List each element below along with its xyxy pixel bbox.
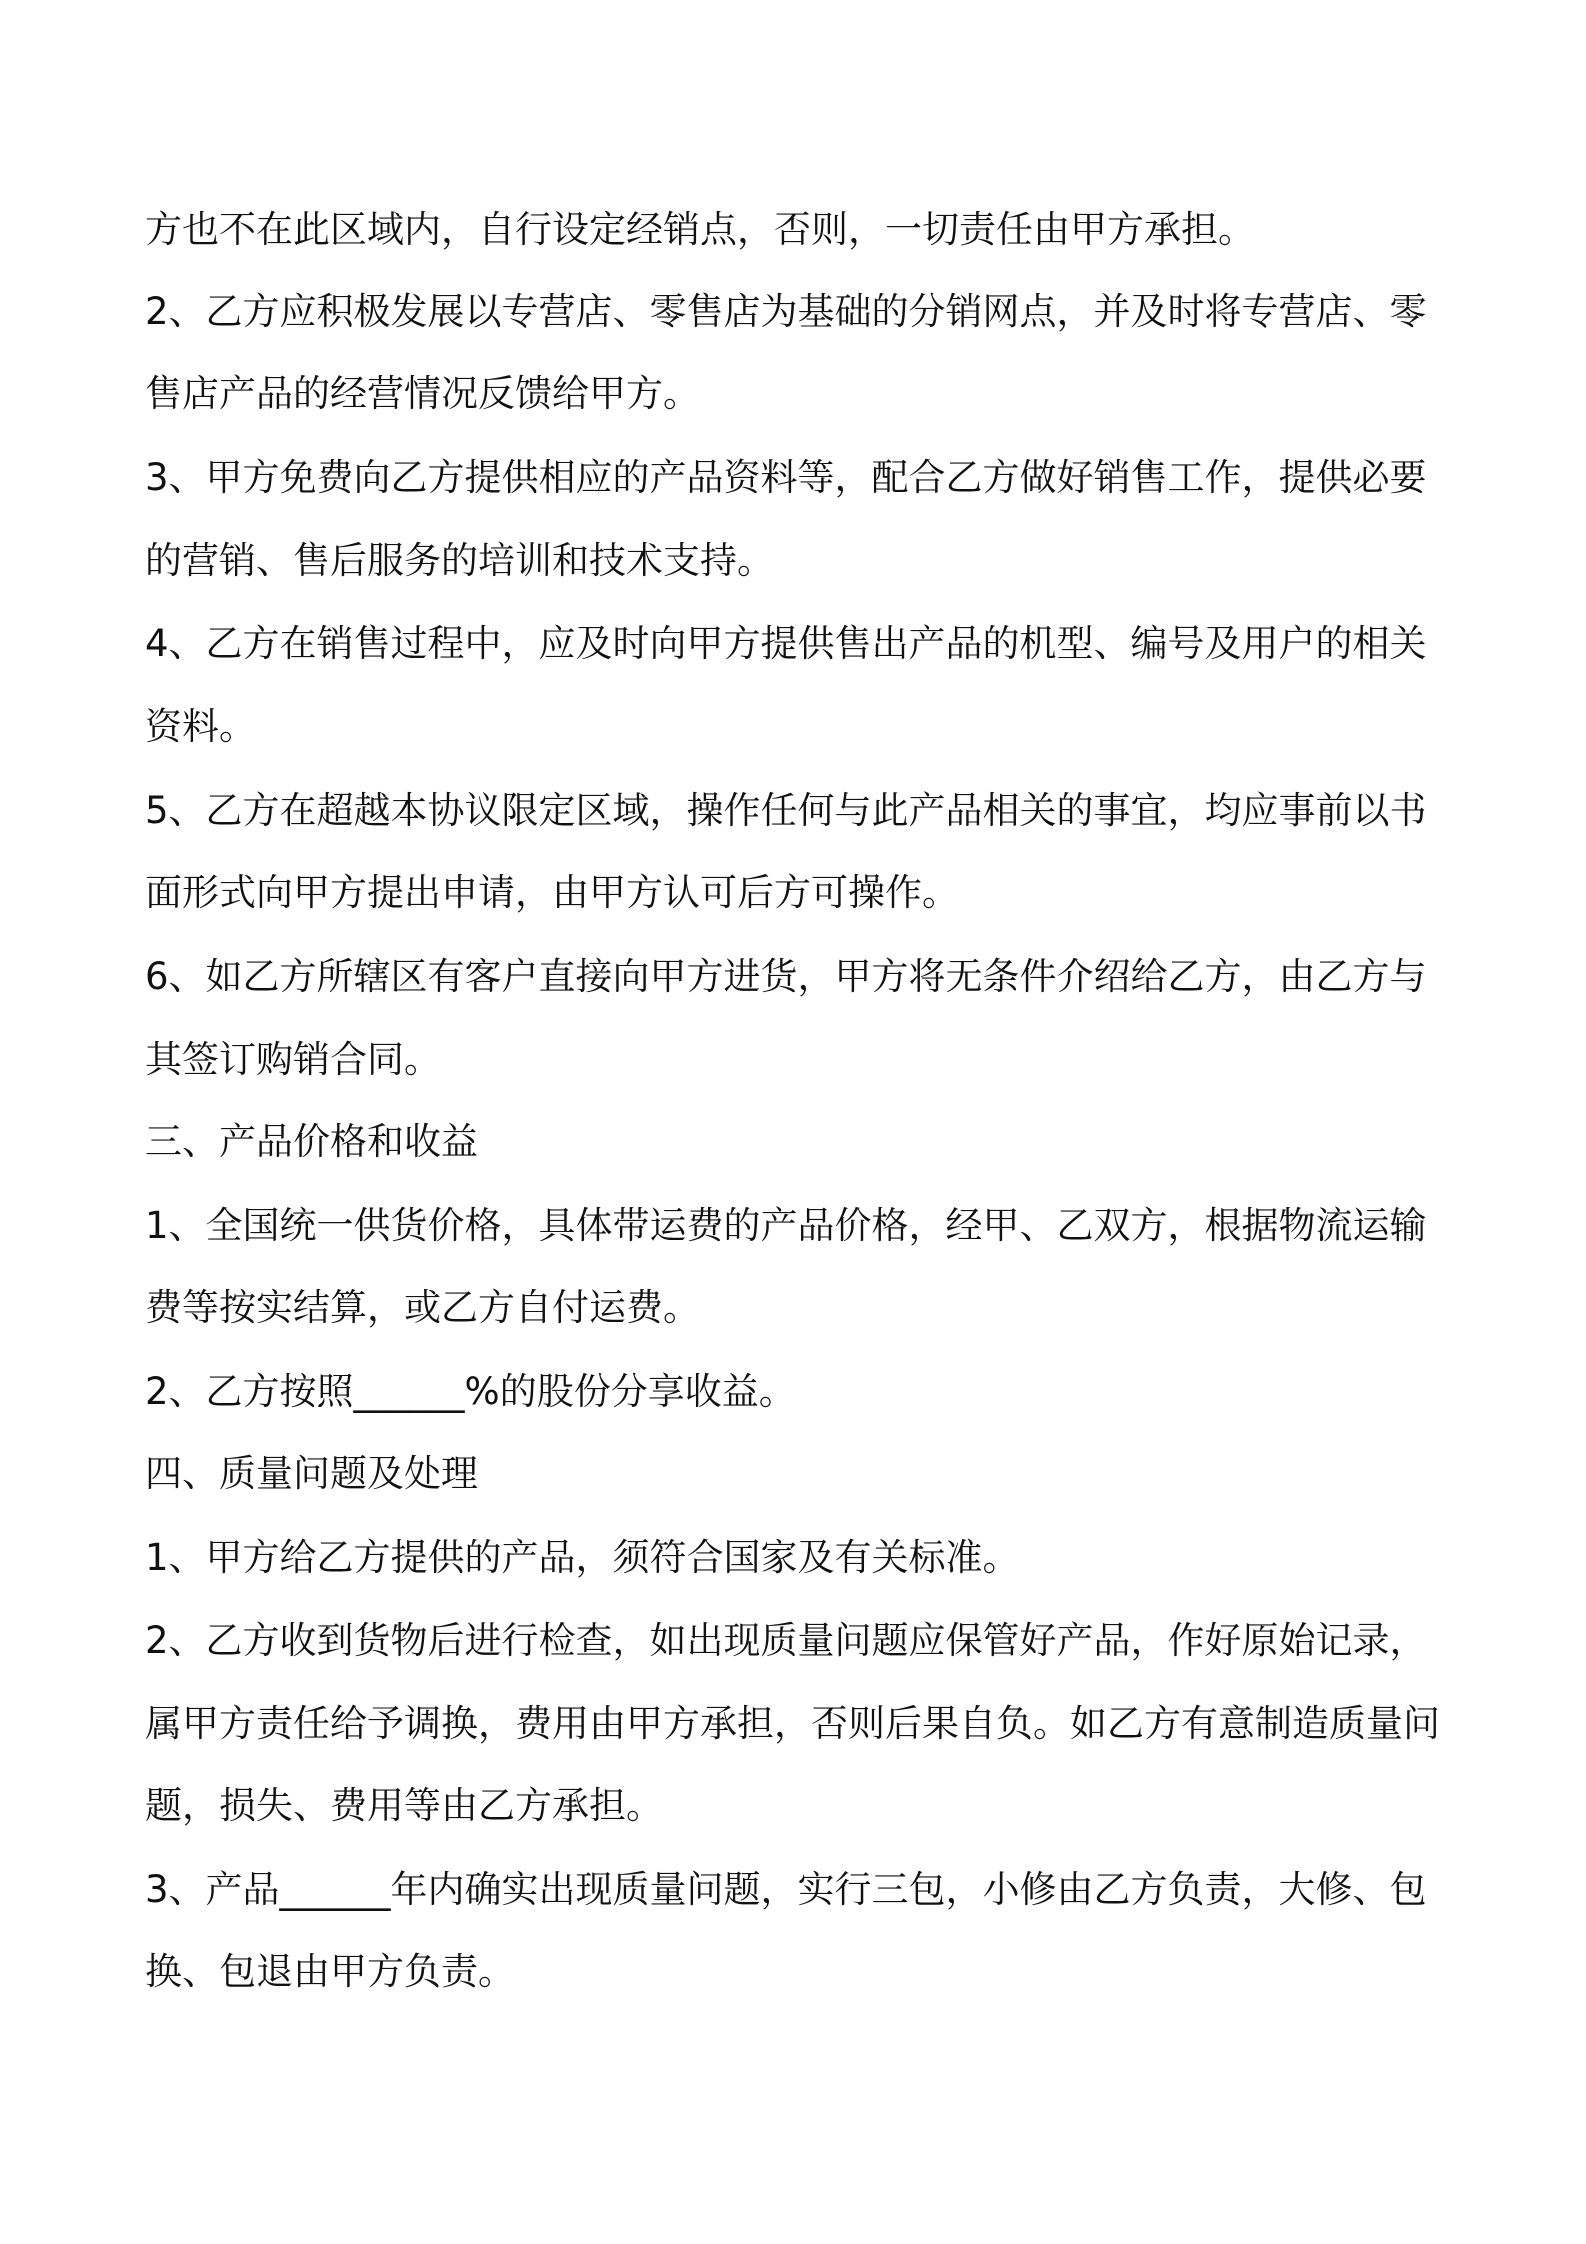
- text-line: 题，损失、费用等由乙方承担。: [145, 1784, 663, 1827]
- text-line: 1、甲方给乙方提供的产品，须符合国家及有关标准。: [145, 1536, 1020, 1579]
- text-line: 5、乙方在超越本协议限定区域，操作任何与此产品相关的事宜，均应事前以书: [145, 789, 1427, 832]
- text-line: 3、甲方免费向乙方提供相应的产品资料等，配合乙方做好销售工作，提供必要: [145, 456, 1427, 499]
- text-line: 资料。: [145, 705, 256, 748]
- text-line: 方也不在此区域内，自行设定经销点，否则，一切责任由甲方承担。: [145, 208, 1255, 251]
- text-line: 3、产品______年内确实出现质量问题，实行三包，小修由乙方负责，大修、包: [145, 1868, 1427, 1911]
- text-line: 1、全国统一供货价格，具体带运费的产品价格，经甲、乙双方，根据物流运输: [145, 1204, 1427, 1247]
- text-line: 4、乙方在销售过程中，应及时向甲方提供售出产品的机型、编号及用户的相关: [145, 622, 1427, 665]
- section-heading: 四、质量问题及处理: [145, 1452, 478, 1495]
- text-line: 2、乙方按照______%的股份分享收益。: [145, 1370, 796, 1413]
- text-line: 2、乙方应积极发展以专营店、零售店为基础的分销网点，并及时将专营店、零: [145, 290, 1427, 333]
- text-line: 其签订购销合同。: [145, 1038, 441, 1081]
- text-line: 的营销、售后服务的培训和技术支持。: [145, 539, 774, 582]
- text-line: 面形式向甲方提出申请，由甲方认可后方可操作。: [145, 871, 959, 914]
- text-line: 换、包退由甲方负责。: [145, 1950, 515, 1993]
- text-line: 6、如乙方所辖区有客户直接向甲方进货，甲方将无条件介绍给乙方，由乙方与: [145, 955, 1427, 998]
- text-line: 售店产品的经营情况反馈给甲方。: [145, 372, 700, 415]
- text-line: 费等按实结算，或乙方自付运费。: [145, 1286, 700, 1329]
- text-line: 2、乙方收到货物后进行检查，如出现质量问题应保管好产品，作好原始记录，: [145, 1619, 1427, 1662]
- section-heading: 三、产品价格和收益: [145, 1120, 478, 1163]
- text-line: 属甲方责任给予调换，费用由甲方承担，否则后果自负。如乙方有意制造质量问: [145, 1702, 1440, 1745]
